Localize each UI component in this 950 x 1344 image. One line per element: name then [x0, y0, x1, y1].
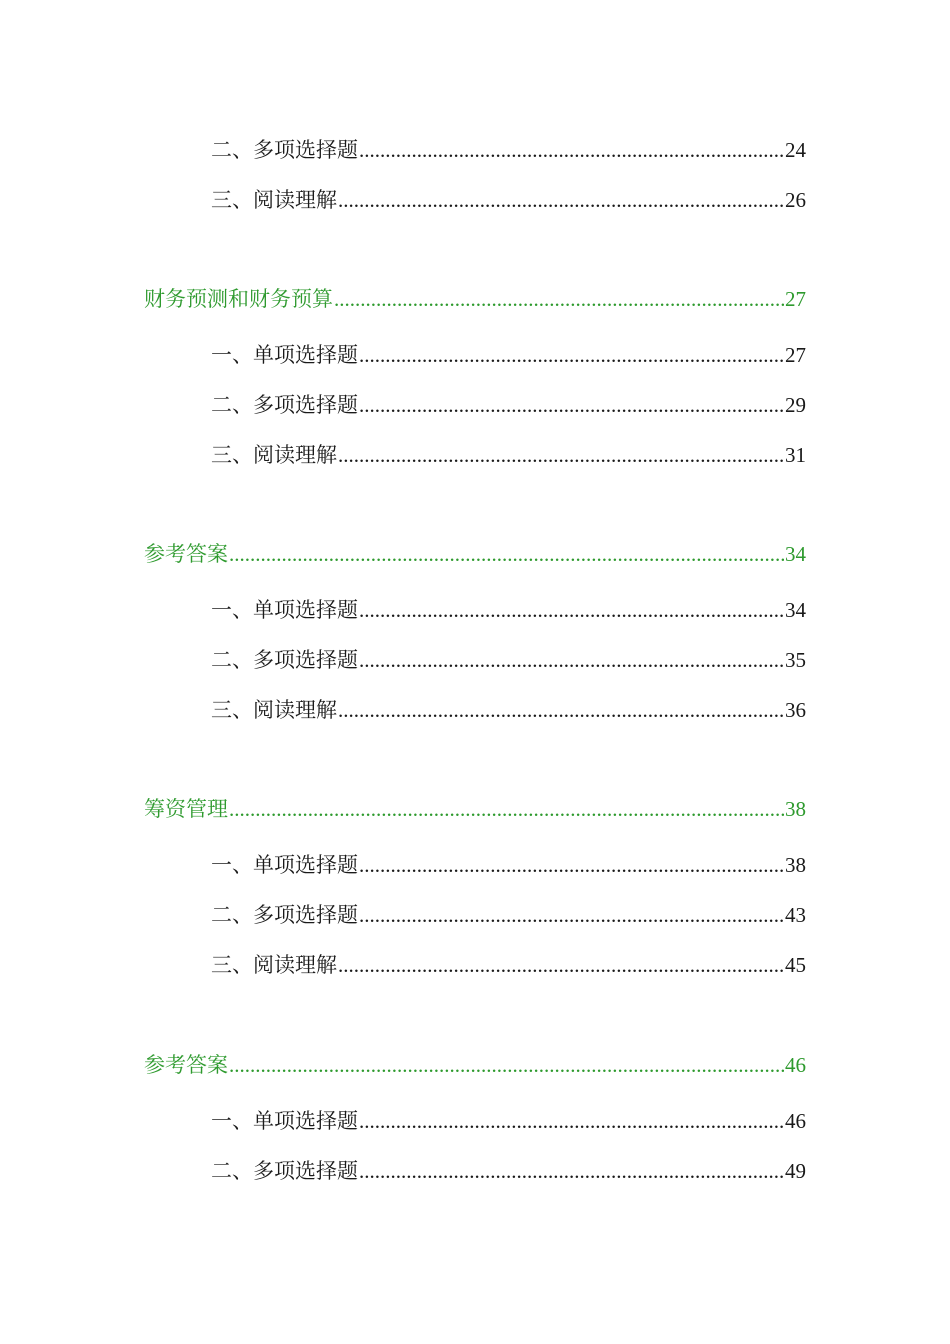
toc-dot-leader	[359, 390, 784, 420]
toc-entry-label: 三、阅读理解	[211, 953, 337, 977]
toc-dot-leader	[359, 1106, 784, 1136]
toc-entry-label: 二、多项选择题	[211, 648, 358, 672]
toc-page-number: 34	[785, 598, 806, 622]
toc-chapter-entry[interactable]	[144, 794, 806, 824]
toc-chapter-entry[interactable]	[144, 284, 806, 314]
toc-page-number: 27	[785, 287, 806, 311]
toc-entry-label: 二、多项选择题	[211, 393, 358, 417]
toc-entry-label: 二、多项选择题	[211, 1159, 358, 1183]
toc-dot-leader	[229, 1050, 784, 1080]
toc-entry-label: 二、多项选择题	[211, 138, 358, 162]
toc-dot-leader	[338, 695, 784, 725]
toc-page-number: 34	[785, 542, 806, 566]
toc-page-number: 38	[785, 797, 806, 821]
toc-chapter-label: 筹资管理	[144, 797, 228, 821]
toc-dot-leader	[359, 595, 784, 625]
toc-dot-leader	[229, 794, 784, 824]
toc-dot-leader	[359, 900, 784, 930]
toc-page-number: 26	[785, 188, 806, 212]
toc-dot-leader	[359, 1156, 784, 1186]
toc-entry[interactable]	[211, 950, 806, 980]
toc-chapter-label: 参考答案	[144, 542, 228, 566]
toc-page-number: 43	[785, 903, 806, 927]
toc-page-number: 29	[785, 393, 806, 417]
toc-entry[interactable]	[211, 135, 806, 165]
toc-entry-label: 二、多项选择题	[211, 903, 358, 927]
toc-dot-leader	[338, 440, 784, 470]
toc-page-number: 31	[785, 443, 806, 467]
toc-entry[interactable]	[211, 595, 806, 625]
toc-entry-label: 三、阅读理解	[211, 698, 337, 722]
toc-page-number: 35	[785, 648, 806, 672]
toc-entry[interactable]	[211, 440, 806, 470]
toc-chapter-entry[interactable]	[144, 539, 806, 569]
toc-entry[interactable]	[211, 850, 806, 880]
toc-entry[interactable]	[211, 645, 806, 675]
toc-page-number: 27	[785, 343, 806, 367]
toc-dot-leader	[359, 850, 784, 880]
toc-page-number: 24	[785, 138, 806, 162]
toc-chapter-label: 参考答案	[144, 1053, 228, 1077]
toc-dot-leader	[359, 645, 784, 675]
toc-entry[interactable]	[211, 1106, 806, 1136]
toc-entry[interactable]	[211, 695, 806, 725]
toc-page-number: 36	[785, 698, 806, 722]
toc-dot-leader	[338, 185, 784, 215]
toc-entry-label: 一、单项选择题	[211, 853, 358, 877]
toc-entry-label: 一、单项选择题	[211, 1109, 358, 1133]
toc-page-number: 49	[785, 1159, 806, 1183]
toc-dot-leader	[359, 340, 784, 370]
toc-page-number: 38	[785, 853, 806, 877]
toc-dot-leader	[229, 539, 784, 569]
toc-page-number: 46	[785, 1109, 806, 1133]
toc-entry-label: 三、阅读理解	[211, 188, 337, 212]
toc-entry[interactable]	[211, 390, 806, 420]
toc-entry-label: 一、单项选择题	[211, 598, 358, 622]
toc-entry-label: 一、单项选择题	[211, 343, 358, 367]
toc-dot-leader	[334, 284, 784, 314]
toc-chapter-label: 财务预测和财务预算	[144, 287, 333, 311]
toc-page-number: 45	[785, 953, 806, 977]
toc-entry[interactable]	[211, 340, 806, 370]
toc-page-number: 46	[785, 1053, 806, 1077]
toc-dot-leader	[338, 950, 784, 980]
toc-chapter-entry[interactable]	[144, 1050, 806, 1080]
toc-entry[interactable]	[211, 900, 806, 930]
toc-entry[interactable]	[211, 185, 806, 215]
toc-entry-label: 三、阅读理解	[211, 443, 337, 467]
toc-dot-leader	[359, 135, 784, 165]
toc-entry[interactable]	[211, 1156, 806, 1186]
